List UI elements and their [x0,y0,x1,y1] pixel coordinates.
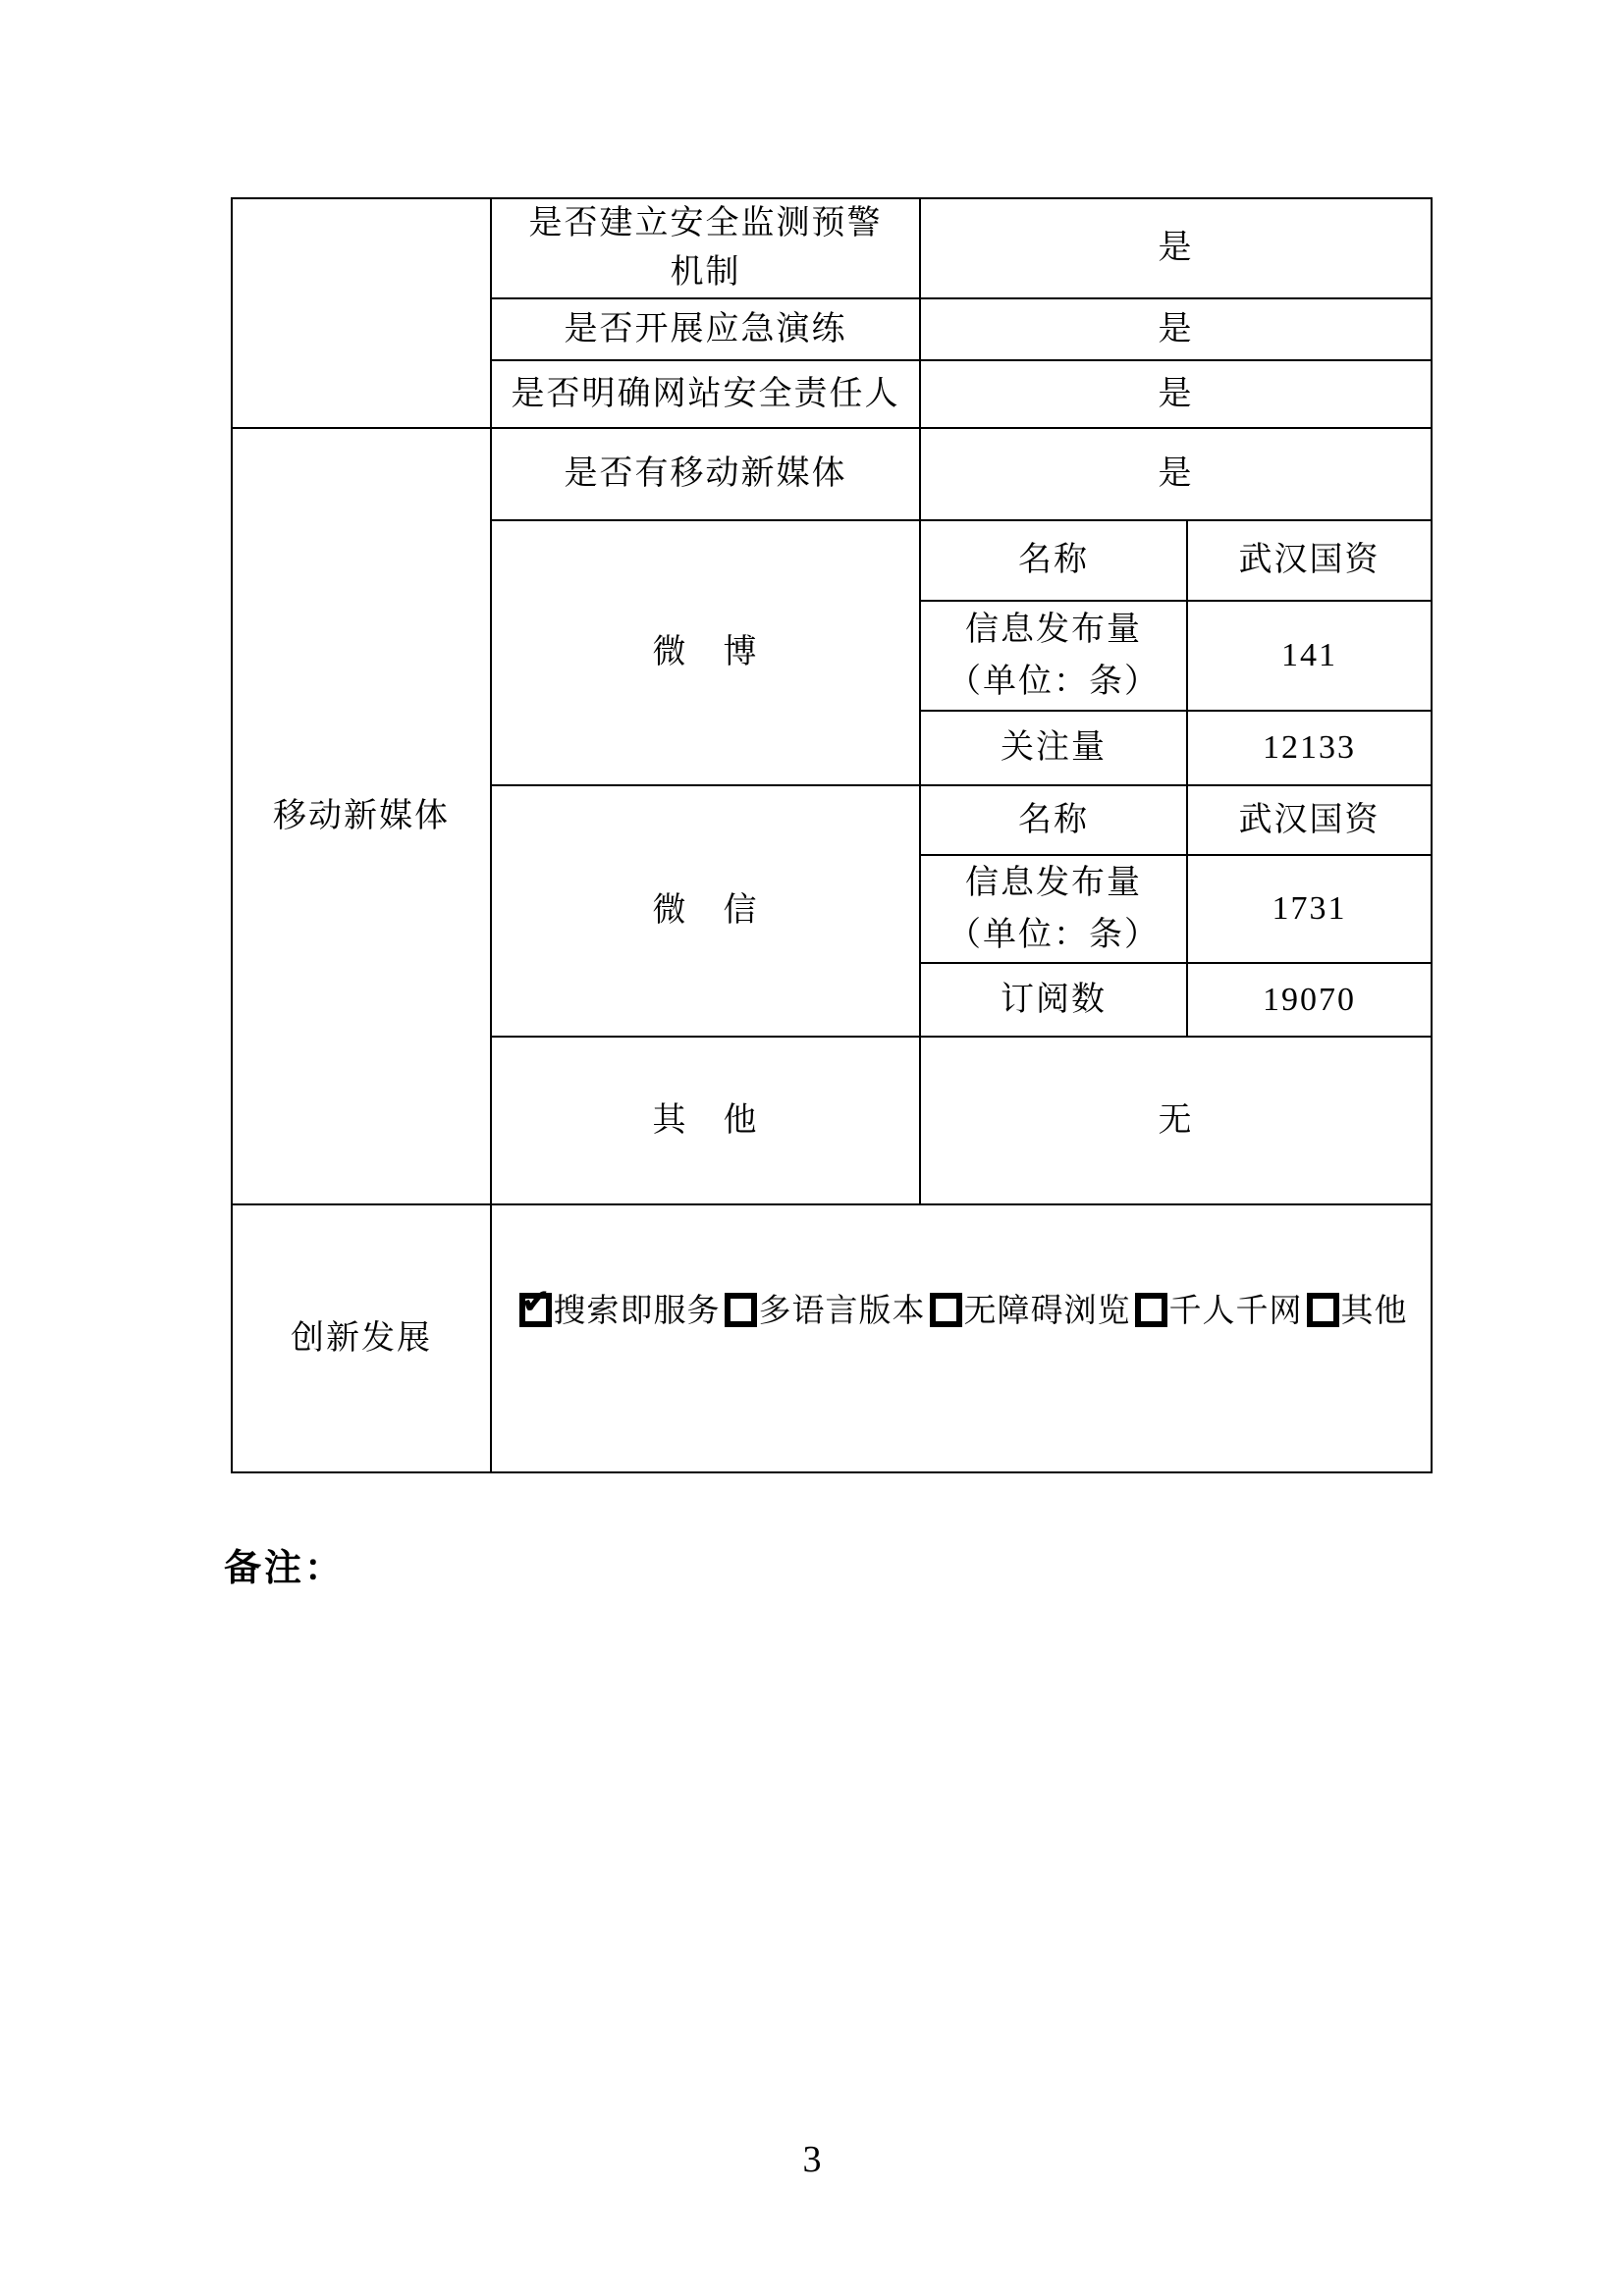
table-row [232,428,1432,520]
volume-label-line1: 信息发布量 [965,612,1142,648]
innovation-options-line [492,1281,1431,1336]
wechat-volume-label-cell [920,855,1187,963]
checkbox-personalization [1135,1293,1167,1327]
innovation-section-label-cell: 创新发展 [232,1204,491,1472]
checkbox-multilingual [725,1293,757,1327]
option-label: 千人千网 [1168,1293,1303,1329]
option-label: 搜索即服务 [553,1293,721,1329]
emergency-drill-value-cell: 是 [920,298,1432,360]
innovation-option [1307,1293,1408,1329]
row-label-line2: 机制 [670,254,741,291]
option-label: 其他 [1340,1293,1408,1329]
security-monitor-value-cell: 是 [920,198,1432,298]
mobile-media-section-label-cell: 移动新媒体 [232,428,491,1204]
report-table [231,197,1433,1473]
wechat-name-value-cell: 武汉国资 [1187,785,1432,855]
row-label: 是否建立安全监测预警 [528,205,883,241]
weibo-followers-label-cell: 关注量 [920,711,1187,785]
weibo-volume-label-cell [920,601,1187,711]
volume-label-line2: （单位：条） [947,917,1160,953]
has-mobile-media-label-cell: 是否有移动新媒体 [491,428,920,520]
wechat-label-cell: 微 信 [491,785,920,1037]
checkbox-search-as-service [519,1281,552,1327]
wechat-name-label-cell: 名称 [920,785,1187,855]
emergency-drill-label-cell: 是否开展应急演练 [491,298,920,360]
other-media-value-cell: 无 [920,1037,1432,1204]
notes-label: 备注： [224,1548,346,1589]
page-number: 3 [802,2139,822,2180]
innovation-option [519,1281,721,1329]
innovation-option [725,1293,926,1329]
weibo-label-cell: 微 博 [491,520,920,785]
volume-label-line1: 信息发布量 [965,865,1142,901]
checkbox-other [1307,1293,1339,1327]
security-section-header-cell-empty [232,198,491,428]
table-row [232,1204,1432,1472]
weibo-name-value-cell: 武汉国资 [1187,520,1432,601]
other-media-label-cell: 其 他 [491,1037,920,1204]
security-officer-label-cell: 是否明确网站安全责任人 [491,360,920,428]
security-officer-value-cell: 是 [920,360,1432,428]
weibo-name-label-cell: 名称 [920,520,1187,601]
wechat-subscribers-label-cell: 订阅数 [920,963,1187,1037]
checkmark-icon: ✔ [520,1281,551,1322]
option-label: 无障碍浏览 [963,1293,1131,1329]
security-monitor-label-cell [491,198,920,298]
weibo-volume-value-cell: 141 [1187,601,1432,711]
wechat-subscribers-value-cell: 19070 [1187,963,1432,1037]
has-mobile-media-value-cell: 是 [920,428,1432,520]
innovation-option [930,1293,1131,1329]
table-row [232,198,1432,298]
checkbox-accessibility [930,1293,962,1327]
option-label: 多语言版本 [758,1293,926,1329]
weibo-followers-value-cell: 12133 [1187,711,1432,785]
innovation-options-cell [491,1204,1432,1472]
wechat-volume-value-cell: 1731 [1187,855,1432,963]
volume-label-line2: （单位：条） [947,664,1160,700]
innovation-option [1135,1293,1303,1329]
